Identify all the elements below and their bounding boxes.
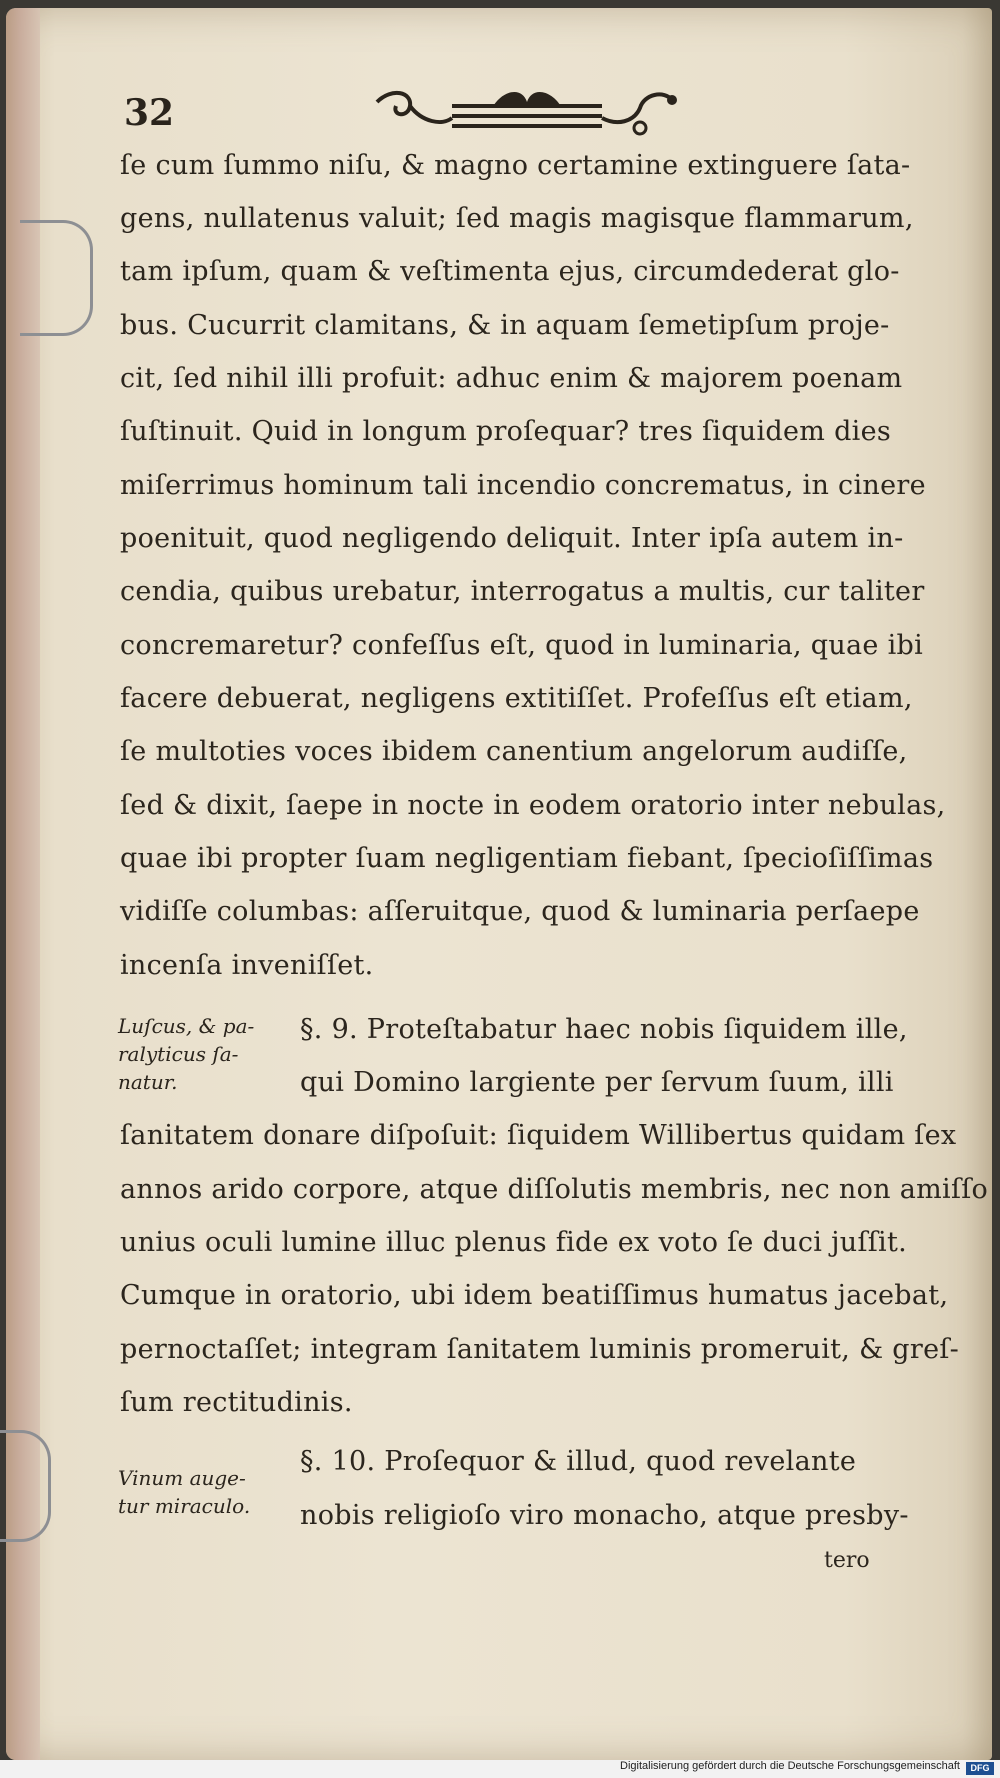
text-line: tam ipſum, quam & veſtimenta ejus, circumdederat glo- bbox=[120, 256, 900, 287]
catchword: tero bbox=[824, 1548, 870, 1573]
page-number: 32 bbox=[124, 92, 175, 134]
paper-clip-icon bbox=[20, 220, 93, 336]
text-line: cendia, quibus urebatur, interrogatus a multis, cur taliter bbox=[120, 576, 925, 607]
margin-note-line: tur miraculo. bbox=[118, 1494, 251, 1518]
margin-note-line: Luſcus, & pa- bbox=[118, 1014, 255, 1038]
text-line: ſed & dixit, ſaepe in nocte in eodem oratorio inter nebulas, bbox=[120, 790, 946, 821]
text-line: cit, ſed nihil illi profuit: adhuc enim & majorem poenam bbox=[120, 363, 903, 394]
text-line: vidiſſe columbas: aſſeruitque, quod & luminaria perſaepe bbox=[120, 896, 920, 927]
text-line: ſanitatem donare diſpoſuit: ſiquidem Willibertus quidam ſex bbox=[120, 1120, 957, 1151]
paper-clip-icon bbox=[0, 1430, 51, 1542]
text-line: quae ibi propter ſuam negligentiam fiebant, ſpecioſiſſimas bbox=[120, 843, 934, 874]
text-line: nobis religioſo viro monacho, atque presby- bbox=[300, 1500, 909, 1531]
text-line: ſe cum ſummo niſu, & magno certamine extinguere ſata- bbox=[120, 150, 911, 181]
text-line: unius oculi lumine illuc plenus fide ex voto ſe duci juſſit. bbox=[120, 1227, 908, 1258]
text-line: annos arido corpore, atque diſſolutis membris, nec non amiſſo bbox=[120, 1174, 989, 1205]
margin-note-line: Vinum auge- bbox=[118, 1466, 246, 1490]
margin-note-line: natur. bbox=[118, 1070, 178, 1094]
footer-credit: Digitalisierung gefördert durch die Deutsche Forschungsgemeinschaft bbox=[620, 1760, 960, 1772]
text-line: incenſa inveniſſet. bbox=[120, 950, 374, 981]
text-line: Cumque in oratorio, ubi idem beatiſſimus humatus jacebat, bbox=[120, 1280, 949, 1311]
margin-note-line: ralyticus ſa- bbox=[118, 1042, 239, 1066]
text-line: gens, nullatenus valuit; ſed magis magisque flammarum, bbox=[120, 203, 914, 234]
text-line: qui Domino largiente per ſervum ſuum, illi bbox=[300, 1067, 894, 1098]
text-line: ſe multoties voces ibidem canentium angelorum audiſſe, bbox=[120, 736, 908, 767]
text-line: ſum rectitudinis. bbox=[120, 1387, 353, 1418]
text-line: concremaretur? confeſſus eſt, quod in luminaria, quae ibi bbox=[120, 630, 924, 661]
text-line: poenituit, quod negligendo deliquit. Inter ipſa autem in- bbox=[120, 523, 904, 554]
text-line: pernoctaſſet; integram ſanitatem luminis promeruit, & greſ- bbox=[120, 1334, 960, 1365]
text-line: miſerrimus hominum tali incendio concrematus, in cinere bbox=[120, 470, 926, 501]
text-line: §. 9. Proteſtabatur haec nobis ſiquidem ille, bbox=[300, 1014, 908, 1045]
text-line: facere debuerat, negligens extitiſſet. Profeſſus eſt etiam, bbox=[120, 683, 913, 714]
ornament-icon bbox=[372, 82, 682, 144]
dfg-logo[interactable]: DFG bbox=[966, 1762, 994, 1775]
text-line: ſuſtinuit. Quid in longum proſequar? tres ſiquidem dies bbox=[120, 416, 892, 447]
footer-bar bbox=[0, 1760, 1000, 1778]
text-line: bus. Cucurrit clamitans, & in aquam ſemetipſum proje- bbox=[120, 310, 890, 341]
text-line: §. 10. Proſequor & illud, quod revelante bbox=[300, 1446, 857, 1477]
